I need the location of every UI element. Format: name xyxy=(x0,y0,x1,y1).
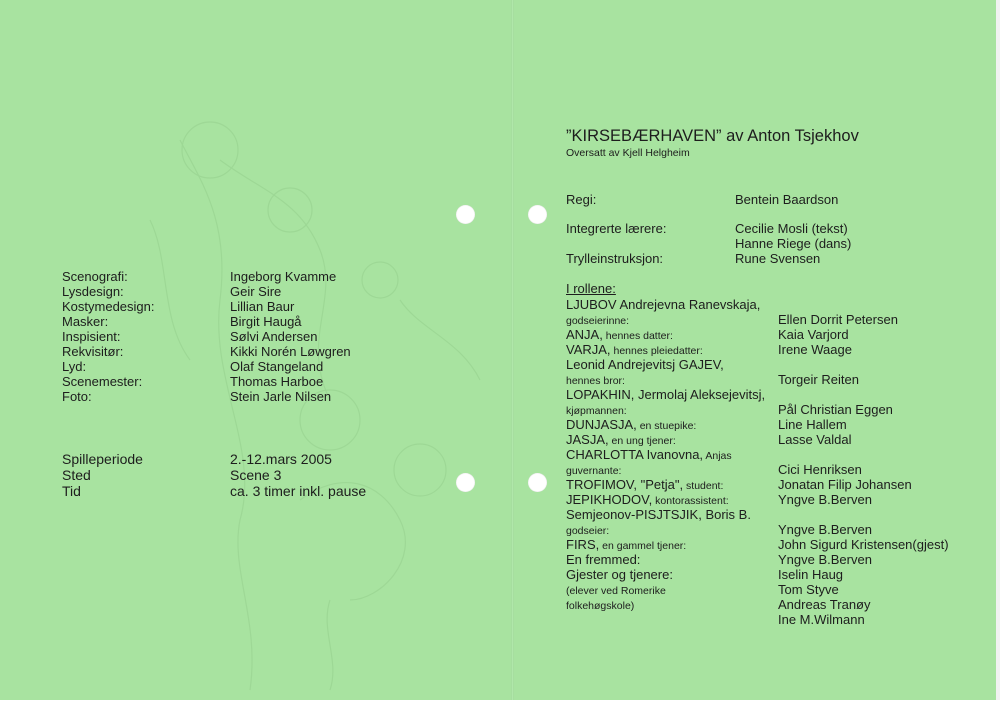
credit-name: Olaf Stangeland xyxy=(230,359,324,374)
actor-name: Yngve B.Berven xyxy=(778,552,872,567)
role-description: folkehøgskole) xyxy=(566,600,635,612)
punch-hole xyxy=(528,205,547,224)
credit-role: Scenemester: xyxy=(62,374,143,389)
actor-name: Yngve B.Berven xyxy=(778,522,872,537)
credit-role: Lysdesign: xyxy=(62,284,124,299)
role-description: hennes datter: xyxy=(602,330,673,342)
actor-name: Yngve B.Berven xyxy=(778,492,872,507)
role-description: guvernante: xyxy=(566,465,622,477)
actor-name: Cici Henriksen xyxy=(778,462,862,477)
role-name: Gjester og tjenere: xyxy=(566,567,673,582)
role-description: en ung tjener: xyxy=(608,435,676,447)
role-description: student: xyxy=(683,480,724,492)
role-name: VARJA, xyxy=(566,342,611,357)
center-fold xyxy=(511,0,514,700)
actor-name: Pål Christian Eggen xyxy=(778,402,893,417)
role-name: Semjeonov-PISJTSJIK, Boris B. xyxy=(566,507,751,522)
paper-edge xyxy=(996,0,1000,700)
cast-heading: I rollene: xyxy=(566,281,616,296)
role-description: kjøpmannen: xyxy=(566,405,627,417)
credit-name: Birgit Haugå xyxy=(230,314,302,329)
role-description: kontorassistent: xyxy=(652,495,729,507)
staff-label: Regi: xyxy=(566,192,597,207)
punch-hole xyxy=(456,473,475,492)
staff-name: Bentein Baardson xyxy=(735,192,839,207)
role-name: DUNJASJA, xyxy=(566,417,637,432)
actor-name: John Sigurd Kristensen(gjest) xyxy=(778,537,949,552)
actor-name: Torgeir Reiten xyxy=(778,372,859,387)
actor-name: Kaia Varjord xyxy=(778,327,849,342)
actor-name: Ine M.Wilmann xyxy=(778,612,865,627)
credit-role: Scenografi: xyxy=(62,269,128,284)
actor-name: Jonatan Filip Johansen xyxy=(778,477,912,492)
role-name: JEPIKHODOV, xyxy=(566,492,653,507)
staff-label: Integrerte lærere: xyxy=(566,221,667,236)
role-description: Anjas xyxy=(703,450,732,462)
credit-name: Lillian Baur xyxy=(230,299,295,314)
role-description: hennes bror: xyxy=(566,375,625,387)
credit-name: Stein Jarle Nilsen xyxy=(230,389,332,404)
role-description: en gammel tjener: xyxy=(599,540,687,552)
role-name: LJUBOV Andrejevna Ranevskaja, xyxy=(566,297,761,312)
punch-hole xyxy=(456,205,475,224)
role-name: CHARLOTTA Ivanovna, xyxy=(566,447,704,462)
info-value: ca. 3 timer inkl. pause xyxy=(230,483,367,499)
role-description: (elever ved Romerike xyxy=(566,585,666,597)
staff-name: Hanne Riege (dans) xyxy=(735,236,852,251)
actor-name: Tom Styve xyxy=(778,582,839,597)
credit-name: Kikki Norén Løwgren xyxy=(230,344,351,359)
info-value: Scene 3 xyxy=(230,467,282,483)
role-description: en stuepike: xyxy=(636,420,697,432)
role-name: Leonid Andrejevitsj GAJEV, xyxy=(566,357,724,372)
credit-name: Thomas Harboe xyxy=(230,374,324,389)
role-description: godseier: xyxy=(566,525,610,537)
actor-name: Andreas Tranøy xyxy=(778,597,871,612)
credit-role: Masker: xyxy=(62,314,109,329)
staff-name: Cecilie Mosli (tekst) xyxy=(735,221,848,236)
credit-role: Foto: xyxy=(62,389,92,404)
info-label: Spilleperiode xyxy=(62,451,143,467)
translator-credit: Oversatt av Kjell Helgheim xyxy=(566,147,690,159)
credit-role: Lyd: xyxy=(62,359,87,374)
role-name: TROFIMOV, "Petja", xyxy=(566,477,684,492)
role-name: ANJA, xyxy=(566,327,603,342)
credit-name: Sølvi Andersen xyxy=(230,329,318,344)
cast-line xyxy=(566,597,634,614)
credit-role: Rekvisitør: xyxy=(62,344,124,359)
role-name: FIRS, xyxy=(566,537,600,552)
role-name: JASJA, xyxy=(566,432,609,447)
credit-name: Geir Sire xyxy=(230,284,282,299)
staff-name: Rune Svensen xyxy=(735,251,821,266)
credit-role: Inspisient: xyxy=(62,329,121,344)
info-label: Tid xyxy=(62,483,81,499)
actor-name: Lasse Valdal xyxy=(778,432,852,447)
actor-name: Iselin Haug xyxy=(778,567,844,582)
play-title: ”KIRSEBÆRHAVEN” av Anton Tsjekhov xyxy=(566,127,859,145)
actor-name: Line Hallem xyxy=(778,417,847,432)
actor-name: Irene Waage xyxy=(778,342,852,357)
role-name: LOPAKHIN, Jermolaj Aleksejevitsj, xyxy=(566,387,766,402)
credit-name: Ingeborg Kvamme xyxy=(230,269,337,284)
punch-hole xyxy=(528,473,547,492)
info-label: Sted xyxy=(62,467,91,483)
credit-role: Kostymedesign: xyxy=(62,299,155,314)
staff-label: Trylleinstruksjon: xyxy=(566,251,664,266)
role-description: godseierinne: xyxy=(566,315,630,327)
role-name: En fremmed: xyxy=(566,552,641,567)
actor-name: Ellen Dorrit Petersen xyxy=(778,312,898,327)
info-value: 2.-12.mars 2005 xyxy=(230,451,332,467)
role-description: hennes pleiedatter: xyxy=(610,345,703,357)
